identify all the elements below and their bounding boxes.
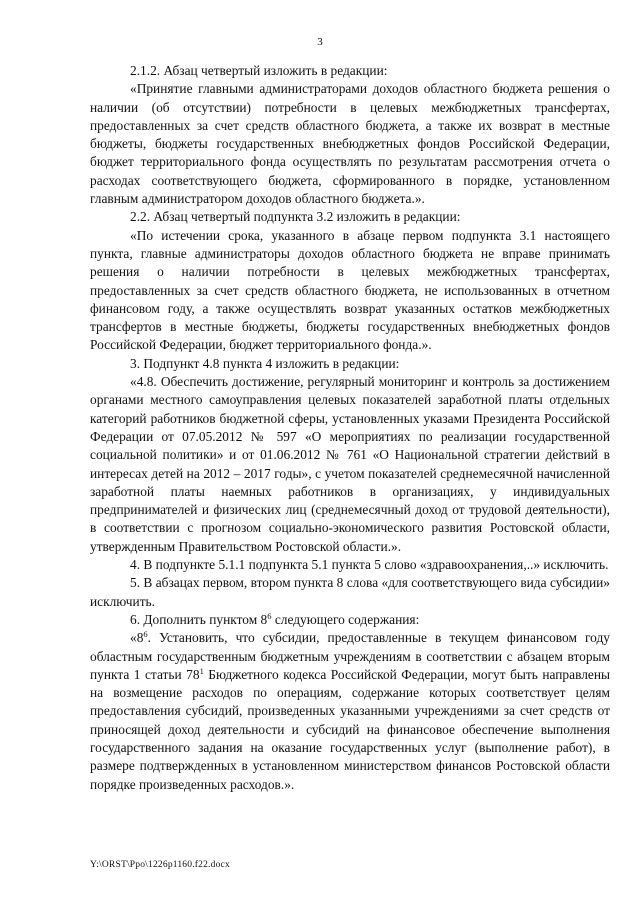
paragraph-2-2-heading: 2.2. Абзац четвертый подпункта 3.2 изложить в редакции: bbox=[130, 209, 461, 225]
document-body bbox=[90, 62, 610, 794]
superscript: 6 bbox=[267, 610, 272, 621]
paragraph-3-text: «4.8. Обеспечить достижение, регулярный мониторинг и контроль за достижением органами местного самоуправления целевых показателей заработной платы отдельных категорий работников бюджетной сферы, установленных указами Президента Российской Федерации от 07.05.2012 № 597 «О мероприятиях по реализации государственной социальной политики» и от 01.06.2012 № 761 «О Национальной стратегии действий в интересах детей на 2012 – 2017 годы», с учетом показателей среднемесячной начисленной заработной платы наемных работников в организациях, у индивидуальных предпринимателей и физических лиц (среднемесячный доход от трудовой деятельности), в соответствии с прогнозом социально-экономического развития Ростовской области, утвержденным Правительством Ростовской области.». bbox=[90, 374, 610, 554]
paragraph-2-2-text: «По истечении срока, указанного в абзаце первом подпункта 3.1 настоящего пункта, главные администраторы доходов областного бюджета не вправе принимать решения о наличии потребности в целевых межбюджетных трансфертах, предоставленных за счет средств областного бюджета, не использованных в отчетном финансовом году, а также осуществлять возврат указанных остатков межбюджетных трансфертов в местные бюджеты, бюджеты государственных внебюджетных фондов Российской Федерации, бюджет территориального фонда.». bbox=[90, 227, 610, 353]
text-span: Бюджетного кодекса Российской Федерации, могут быть направлены на возмещение расходов по операциям, содержание которых соответствует целям предоставления субсидий, произведенных указанными учреждениями за счет средств от приносящей доход деятельности и субсидий на финансовое обеспечение выполнения государственного задания на оказание государственных услуг (выполнение работ), в размере подтвержденных в установленном министерством финансов Ростовской области порядке произведенных расходов.». bbox=[90, 666, 611, 792]
paragraph-4: 4. В подпункте 5.1.1 подпункта 5.1 пункта 5 слово «здравоохранения,..» исключить. bbox=[130, 557, 609, 573]
paragraph-5: 5. В абзацах первом, втором пункта 8 слова «для соответствующего вида субсидии» исключить. bbox=[90, 575, 610, 609]
paragraph-2-1-2-text: «Принятие главными администраторами доходов областного бюджета решения о наличии (об отсутствии) потребности в целевых межбюджетных трансфертах, предоставленных за счет средств областного бюджета, а также их возврат в местные бюджеты, бюджеты государственных внебюджетных фондов Российской Федерации, бюджет территориального фонда осуществлять по результатам рассмотрения отчета о расходах соответствующего бюджета, сформированного в порядке, установленном главным администратором доходов областного бюджета.». bbox=[90, 81, 610, 207]
paragraph-6-text bbox=[90, 629, 610, 794]
text-span: «8 bbox=[130, 630, 144, 646]
text-span: 6. Дополнить пунктом 8 bbox=[130, 611, 268, 627]
superscript: 1 bbox=[199, 665, 204, 676]
paragraph-3-heading: 3. Подпункт 4.8 пункта 4 изложить в редакции: bbox=[130, 355, 400, 371]
text-span: следующего содержания: bbox=[271, 611, 420, 627]
text-span: . Установить, что субсидии, предоставленные в текущем финансовом году областным государственным бюджетным учреждениям в соответствии с абзацем вторым пункта 1 статьи 78 bbox=[90, 630, 610, 682]
page-number: 3 bbox=[317, 36, 323, 48]
paragraph-2-1-2-heading: 2.1.2. Абзац четвертый изложить в редакции: bbox=[130, 63, 388, 78]
paragraph-6-heading bbox=[90, 611, 610, 629]
superscript: 6 bbox=[143, 629, 148, 640]
file-path-footer: Y:\ORST\Ppo\1226p1160.f22.docx bbox=[90, 860, 230, 870]
